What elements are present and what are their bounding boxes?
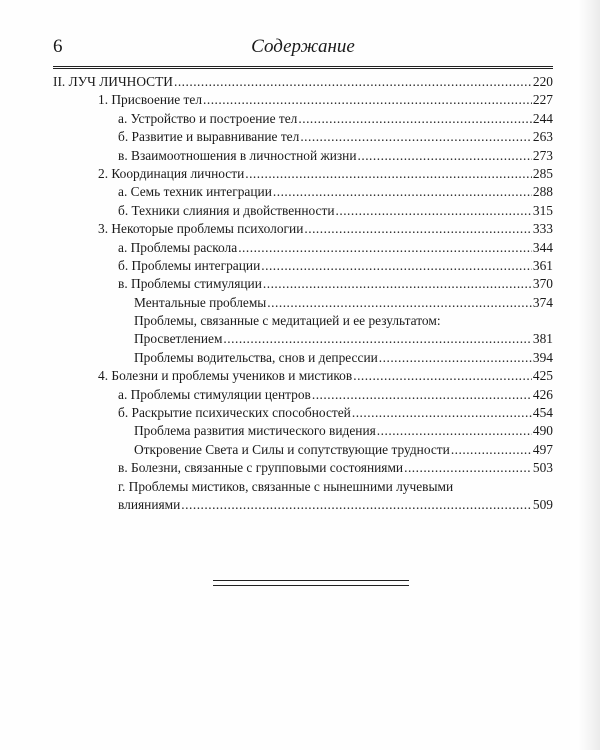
toc-entry-chapter[interactable]: 4. Болезни и проблемы учеников и мистиков ..... 425 xyxy=(53,367,553,385)
toc-entry-section[interactable]: а. Устройство и построение тел ..... 244 xyxy=(53,110,553,128)
toc-page-number: 333 xyxy=(532,221,553,237)
toc-page-number: 227 xyxy=(532,92,553,108)
toc-page-number: 315 xyxy=(532,202,553,218)
page-edge-shadow xyxy=(578,0,600,750)
dot-leader xyxy=(245,165,532,183)
toc-page-number: 509 xyxy=(532,496,553,512)
toc-entry-section[interactable]: а. Проблемы стимуляции центров ..... 426 xyxy=(53,386,553,404)
toc-entry-section[interactable]: влияниями ..... 509 xyxy=(53,496,553,514)
toc-page-number: 220 xyxy=(532,74,553,89)
toc-entry-section[interactable]: б. Техники слияния и двойственности ..... 315 xyxy=(53,202,553,220)
toc-entry-section[interactable]: а. Проблемы раскола ..... 344 xyxy=(53,239,553,257)
toc-entry-chapter[interactable]: 3. Некоторые проблемы психологии ..... 333 xyxy=(53,220,553,238)
dot-leader xyxy=(273,183,532,201)
toc-entry-subsection[interactable]: Ментальные проблемы ..... 374 xyxy=(53,294,553,312)
dot-leader xyxy=(267,294,532,312)
section-title: Содержание xyxy=(251,36,355,57)
dot-leader xyxy=(223,330,531,348)
toc-entry-section[interactable]: а. Семь техник интеграции ..... 288 xyxy=(53,183,553,201)
toc-page-number: 426 xyxy=(532,386,553,402)
dot-leader xyxy=(238,239,532,257)
dot-leader xyxy=(203,91,532,109)
dot-leader xyxy=(312,386,532,404)
toc-entry-chapter[interactable]: 2. Координация личности ..... 285 xyxy=(53,165,553,183)
toc-entry-section-line1[interactable]: г. Проблемы мистиков, связанные с нынешними лучевыми xyxy=(118,478,454,494)
toc-page-number: 497 xyxy=(532,441,553,457)
page-number: 6 xyxy=(53,36,63,57)
toc-entry-section[interactable]: б. Проблемы интеграции ..... 361 xyxy=(53,257,553,275)
toc-entry-chapter[interactable]: 1. Присвоение тел ..... 227 xyxy=(53,91,553,109)
dot-leader xyxy=(300,128,532,146)
dot-leader xyxy=(404,459,532,477)
dot-leader xyxy=(377,422,532,440)
toc-page-number: 381 xyxy=(532,331,553,347)
dot-leader xyxy=(379,349,532,367)
toc-page-number: 503 xyxy=(532,460,553,476)
section-end-ornament-rule xyxy=(213,580,409,586)
header-rule xyxy=(53,66,553,69)
toc-page-number: 344 xyxy=(532,239,553,255)
dot-leader xyxy=(304,220,532,238)
toc-entry-section[interactable]: в. Взаимоотношения в личностной жизни ..... 273 xyxy=(53,147,553,165)
toc-page-number: 370 xyxy=(532,276,553,292)
dot-leader xyxy=(181,496,532,514)
toc-page-number: 244 xyxy=(532,110,553,126)
toc-entry-subsection[interactable]: Просветлением ..... 381 xyxy=(53,330,553,348)
toc-entry-part[interactable]: II. ЛУЧ ЛИЧНОСТИ ..... 220 xyxy=(53,73,553,91)
toc-page-number: 263 xyxy=(532,129,553,145)
dot-leader xyxy=(353,367,532,385)
dot-leader xyxy=(298,110,532,128)
running-header xyxy=(53,36,553,66)
dot-leader xyxy=(358,147,532,165)
dot-leader xyxy=(451,441,532,459)
toc-page-number: 361 xyxy=(532,257,553,273)
toc-entry-subsection[interactable]: Откровение Света и Силы и сопутствующие трудности ..... 497 xyxy=(53,441,553,459)
toc-page-number: 288 xyxy=(532,184,553,200)
dot-leader xyxy=(336,202,532,220)
toc-page-number: 394 xyxy=(532,349,553,365)
toc-page-number: 425 xyxy=(532,368,553,384)
toc-entry-subsection-line1[interactable]: Проблемы, связанные с медитацией и ее результатом: xyxy=(134,313,441,329)
toc-entry-section[interactable]: б. Развитие и выравнивание тел ..... 263 xyxy=(53,128,553,146)
dot-leader xyxy=(352,404,532,422)
toc-page-number: 374 xyxy=(532,294,553,310)
toc-page-number: 454 xyxy=(532,405,553,421)
toc-entry-section[interactable]: в. Проблемы стимуляции ..... 370 xyxy=(53,275,553,293)
dot-leader xyxy=(261,257,532,275)
toc-page-number: 285 xyxy=(532,165,553,181)
toc-page-number: 490 xyxy=(532,423,553,439)
table-of-contents xyxy=(53,73,553,514)
toc-entry-section[interactable]: б. Раскрытие психических способностей ..... 454 xyxy=(53,404,553,422)
toc-entry-subsection[interactable]: Проблема развития мистического видения ..... 490 xyxy=(53,422,553,440)
toc-entry-section[interactable]: в. Болезни, связанные с групповыми состояниями ..... 503 xyxy=(53,459,553,477)
toc-page-number: 273 xyxy=(532,147,553,163)
dot-leader xyxy=(263,275,532,293)
dot-leader xyxy=(174,73,532,91)
toc-entry-subsection[interactable]: Проблемы водительства, снов и депрессии ..... 394 xyxy=(53,349,553,367)
